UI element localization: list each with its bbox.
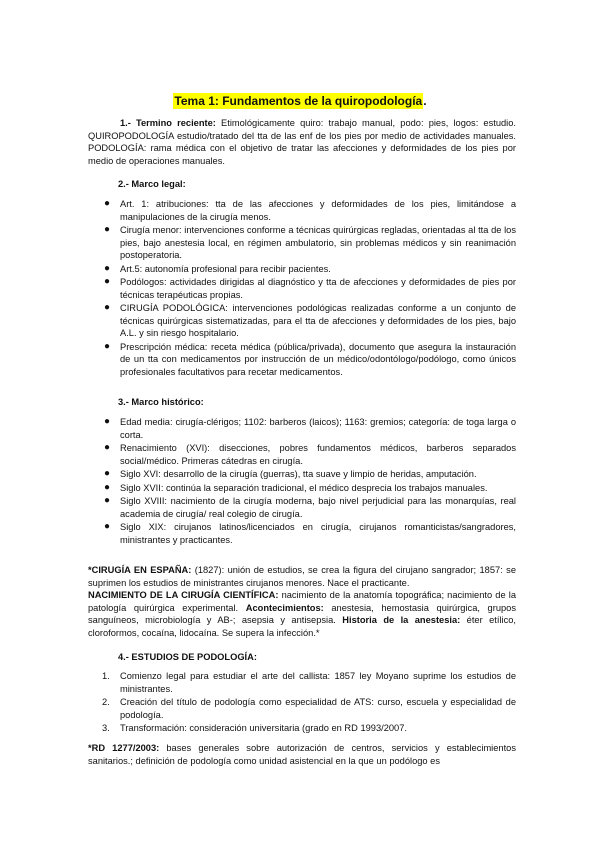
section-1-text: Etimológicamente quiro: trabajo manual, podo: pies, logos: estudio. QUIROPODOLOGÍA estudio/tratado del tta de las enf de los pies por medio de actividades manuales. PODOLOGÍA: rama médica con el objetivo de tratar las afecciones y deformidades de los pies por medio de operaciones manuales. <box>88 118 516 166</box>
list-item: ● Prescripción médica: receta médica (pública/privada), documento que asegura la instauración de un tta con medicamentos por instrucción de un médico/odontólogo/podólogo, como únicos profesionales facultativos para recetar medicamentos. <box>104 340 516 377</box>
list-item: ● Edad media: cirugía-clérigos; 1102: barberos (laicos); 1163: gremios; categoría: de toga larga o corta. <box>104 416 516 440</box>
title-row <box>0 92 600 110</box>
list-item: ● Siglo XVII: continúa la separación tradicional, el médico desprecia los trabajos manuales. <box>104 481 488 493</box>
anesthesia-history-heading: Historia de la anestesia: <box>342 615 461 625</box>
document-title: Tema 1: Fundamentos de la quiropodología <box>174 94 423 108</box>
bullet-icon: ● <box>104 340 111 352</box>
bullet-icon: ● <box>104 262 111 274</box>
section-1-heading: 1.- Termino reciente: <box>120 118 216 128</box>
bullet-icon: ● <box>104 481 111 493</box>
list-item: ● Art. 1: atribuciones: tta de las afecciones y deformidades de los pies, limitándose a manipulaciones de la cirugía menos. <box>104 198 516 222</box>
bullet-icon: ● <box>104 495 111 506</box>
legal-framework-list <box>88 198 516 379</box>
list-item: ● CIRUGÍA PODOLÓGICA: intervenciones podológicas realizadas conforme a un conjunto de técnicas quirúrgicas sistematizadas, para el tta de afecciones y deformidades de los pies, bajo A.L. y sin riesgo hospitalario. <box>104 302 516 338</box>
list-item: 1. Comienzo legal para estudiar el arte del callista: 1857 ley Moyano suprime los estudios de ministrantes. <box>102 671 516 694</box>
list-item: ● Podólogos: actividades dirigidas al diagnóstico y tta de afecciones y deformidades de pies por técnicas terapéuticas propias. <box>104 276 516 300</box>
bullet-icon: ● <box>104 198 111 209</box>
section-1-paragraph <box>88 117 516 167</box>
list-item: ● Cirugía menor: intervenciones conforme a técnicas quirúrgicas regladas, orientadas al tta de los pies, bajo anestesia local, en régimen ambulatorio, sin problemas médicos y sin reanimación postoperatoria. <box>104 224 516 260</box>
spain-surgery-heading: *CIRUGÍA EN ESPAÑA: <box>88 565 192 575</box>
bullet-icon: ● <box>104 521 111 532</box>
list-item: ● Siglo XVIII: nacimiento de la cirugía moderna, bajo nivel perjudicial para las monarquías, real academia de cirugía/ real colegio de cirugía. <box>104 495 516 519</box>
list-item: 2. Creación del título de podología como especialidad de ATS: curso, escuela y especialidad de podología. <box>102 697 516 720</box>
scientific-surgery-heading: NACIMIENTO DE LA CIRUGÍA CIENTÍFICA: <box>88 590 279 600</box>
bullet-icon: ● <box>104 276 111 287</box>
rd-paragraph: *RD 1277/2003: bases generales sobre autorización de centros, servicios y establecimientos sanitarios.; definición de podología como unidad asistencial en la que un podólogo es <box>88 743 516 766</box>
bullet-icon: ● <box>104 416 111 427</box>
spain-surgery-paragraph: *CIRUGÍA EN ESPAÑA: (1827): unión de estudios, se crea la figura del cirujano sangrador; 1857: se suprimen los estudios de ministrantes cirujanos menores. Nace el practicante. NACIMIENTO DE LA CIRUGÍA CIENTÍFICA: nacimiento de la anatomía topográfica; nacimiento de la patología quirúrgica experimental. Acontecimientos: anestesia, hemostasia quirúrgica, grupos sanguíneos, microbiología y AB-; asepsia y antisepsia. Historia de la anestesia: éter etílico, cloroformos, cocaína, lidocaína. Se supera la infección.* <box>88 565 516 638</box>
list-item: 3. Transformación: consideración universitaria (grado en RD 1993/2007. <box>102 723 407 733</box>
bullet-icon: ● <box>104 224 111 235</box>
list-item: ● Siglo XVI: desarrollo de la cirugía (guerras), tta suave y limpio de heridas, amputación. <box>104 468 477 479</box>
bullet-icon: ● <box>104 302 111 313</box>
bullet-icon: ● <box>104 468 111 479</box>
section-2-heading: 2.- Marco legal: <box>118 179 186 189</box>
item-number: 2. <box>102 697 110 707</box>
rd-heading: *RD 1277/2003: <box>88 743 160 753</box>
events-heading: Acontecimientos: <box>245 602 324 613</box>
section-4-heading: 4.- ESTUDIOS DE PODOLOGÍA: <box>118 652 257 662</box>
title-period: . <box>423 94 427 108</box>
bullet-icon: ● <box>104 442 111 453</box>
section-3-heading: 3.- Marco histórico: <box>118 397 204 407</box>
list-item: ● Renacimiento (XVI): disecciones, pobres fundamentos médicos, barberos separados social/médico. Primeras cátedras en cirugía. <box>104 442 516 466</box>
podiatry-studies-list <box>88 670 516 736</box>
item-number: 3. <box>102 723 110 733</box>
history-list <box>88 416 516 547</box>
item-number: 1. <box>102 671 110 681</box>
list-item: ● Siglo XIX: cirujanos latinos/licenciados en cirugía, cirujanos romanticistas/sangradores, ministrantes y practicantes. <box>104 521 516 545</box>
list-item: ● Art.5: autonomía profesional para recibir pacientes. <box>104 262 331 274</box>
